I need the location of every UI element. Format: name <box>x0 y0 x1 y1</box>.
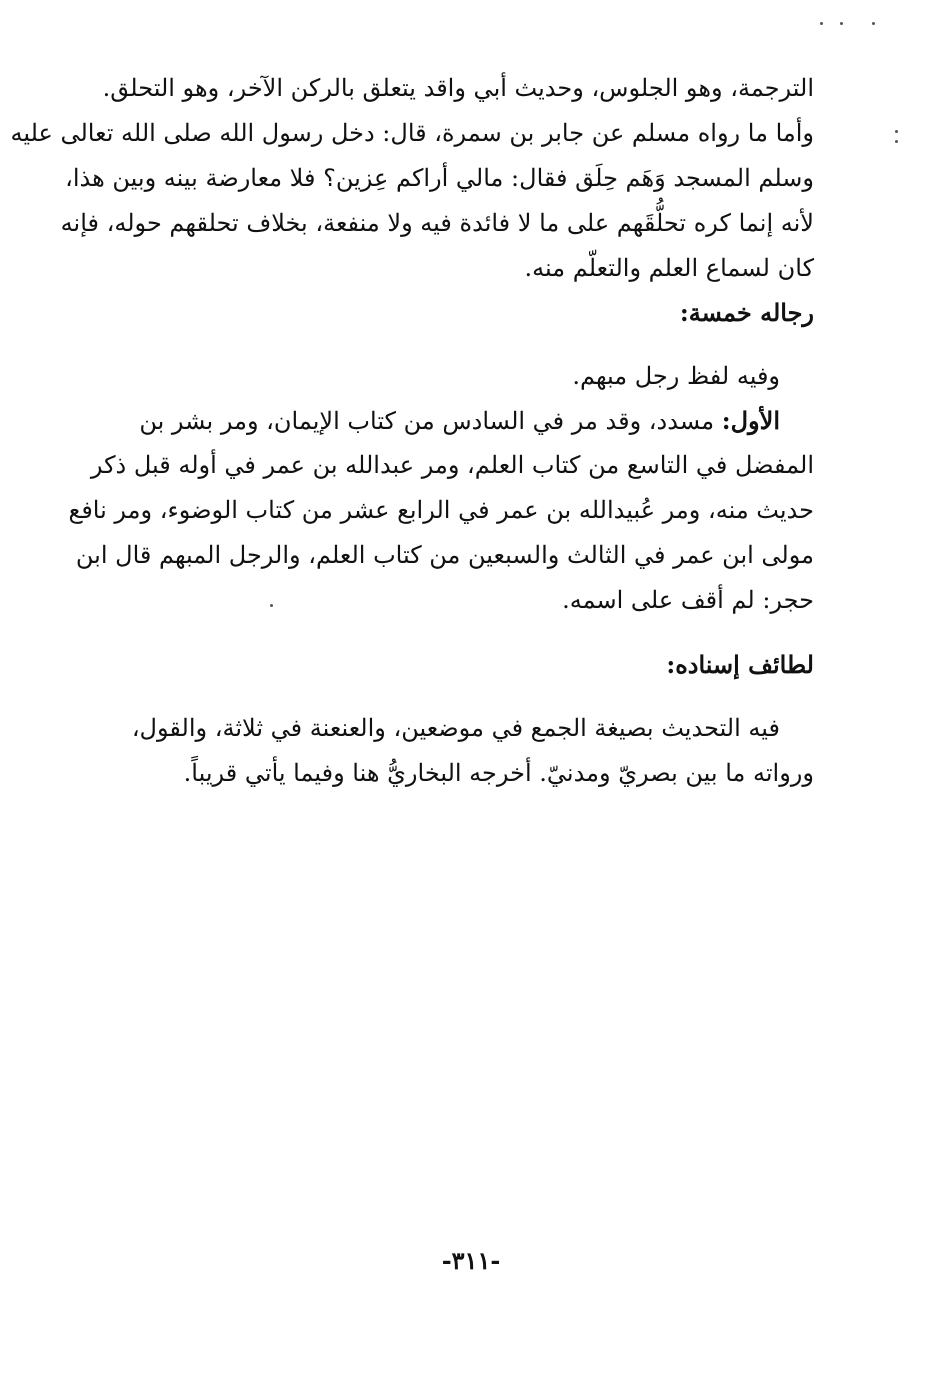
text-line: حديث منه، ومر عُبيدالله بن عمر في الرابع عشر من كتاب الوضوء، ومر نافع <box>68 496 814 524</box>
page-number: -٣١١- <box>441 1246 501 1275</box>
paragraph-tahalluq <box>10 66 814 291</box>
text-line: كان لسماع العلم والتعلّم منه. <box>524 254 814 282</box>
text-line: فيه التحديث بصيغة الجمع في موضعين، والعنعنة في ثلاثة، والقول، <box>131 714 780 742</box>
paragraph-lataif <box>120 706 814 751</box>
paragraph-awwal <box>120 398 814 444</box>
paragraph-awwal-continued <box>68 443 814 623</box>
text-line: المفضل في التاسع من كتاب العلم، ومر عبدالله بن عمر في أوله قبل ذكر <box>90 451 814 479</box>
text-line <box>120 398 814 444</box>
text-line: ورواته ما بين بصريّ ومدنيّ. أخرجه البخاريُّ هنا وفيما يأتي قريباً. <box>183 759 814 787</box>
text-line: مولى ابن عمر في الثالث والسبعين من كتاب العلم، والرجل المبهم قال ابن <box>75 541 814 569</box>
heading-lataif: لطائف إسناده: <box>666 650 814 679</box>
paragraph-mubham: وفيه لفظ رجل مبهم. <box>572 362 780 390</box>
scan-speck <box>872 22 875 25</box>
scan-speck <box>895 140 898 143</box>
scan-speck <box>840 22 843 25</box>
text-line: لأنه إنما كره تحلُّقَهم على ما لا فائدة فيه ولا منفعة، بخلاف تحلقهم حوله، فإنه <box>60 209 814 237</box>
heading-rijal: رجاله خمسة: <box>679 298 814 327</box>
scan-speck <box>820 22 823 25</box>
awwal-line-text: مسدد، وقد مر في السادس من كتاب الإيمان، ومر بشر بن <box>139 407 715 435</box>
text-line: حجر: لم أقف على اسمه. <box>562 586 814 614</box>
awwal-label: الأول: <box>721 406 780 435</box>
text-line: وسلم المسجد وَهَم حِلَق فقال: مالي أراكم عِزين؟ فلا معارضة بينه وبين هذا، <box>65 164 814 192</box>
scan-speck <box>270 604 273 607</box>
text-line: وأما ما رواه مسلم عن جابر بن سمرة، قال: دخل رسول الله صلى الله تعالى عليه <box>10 119 814 147</box>
scan-speck <box>895 130 898 133</box>
paragraph-lataif-continued <box>120 751 814 796</box>
text-line: الترجمة، وهو الجلوس، وحديث أبي واقد يتعلق بالركن الآخر، وهو التحلق. <box>102 74 814 102</box>
